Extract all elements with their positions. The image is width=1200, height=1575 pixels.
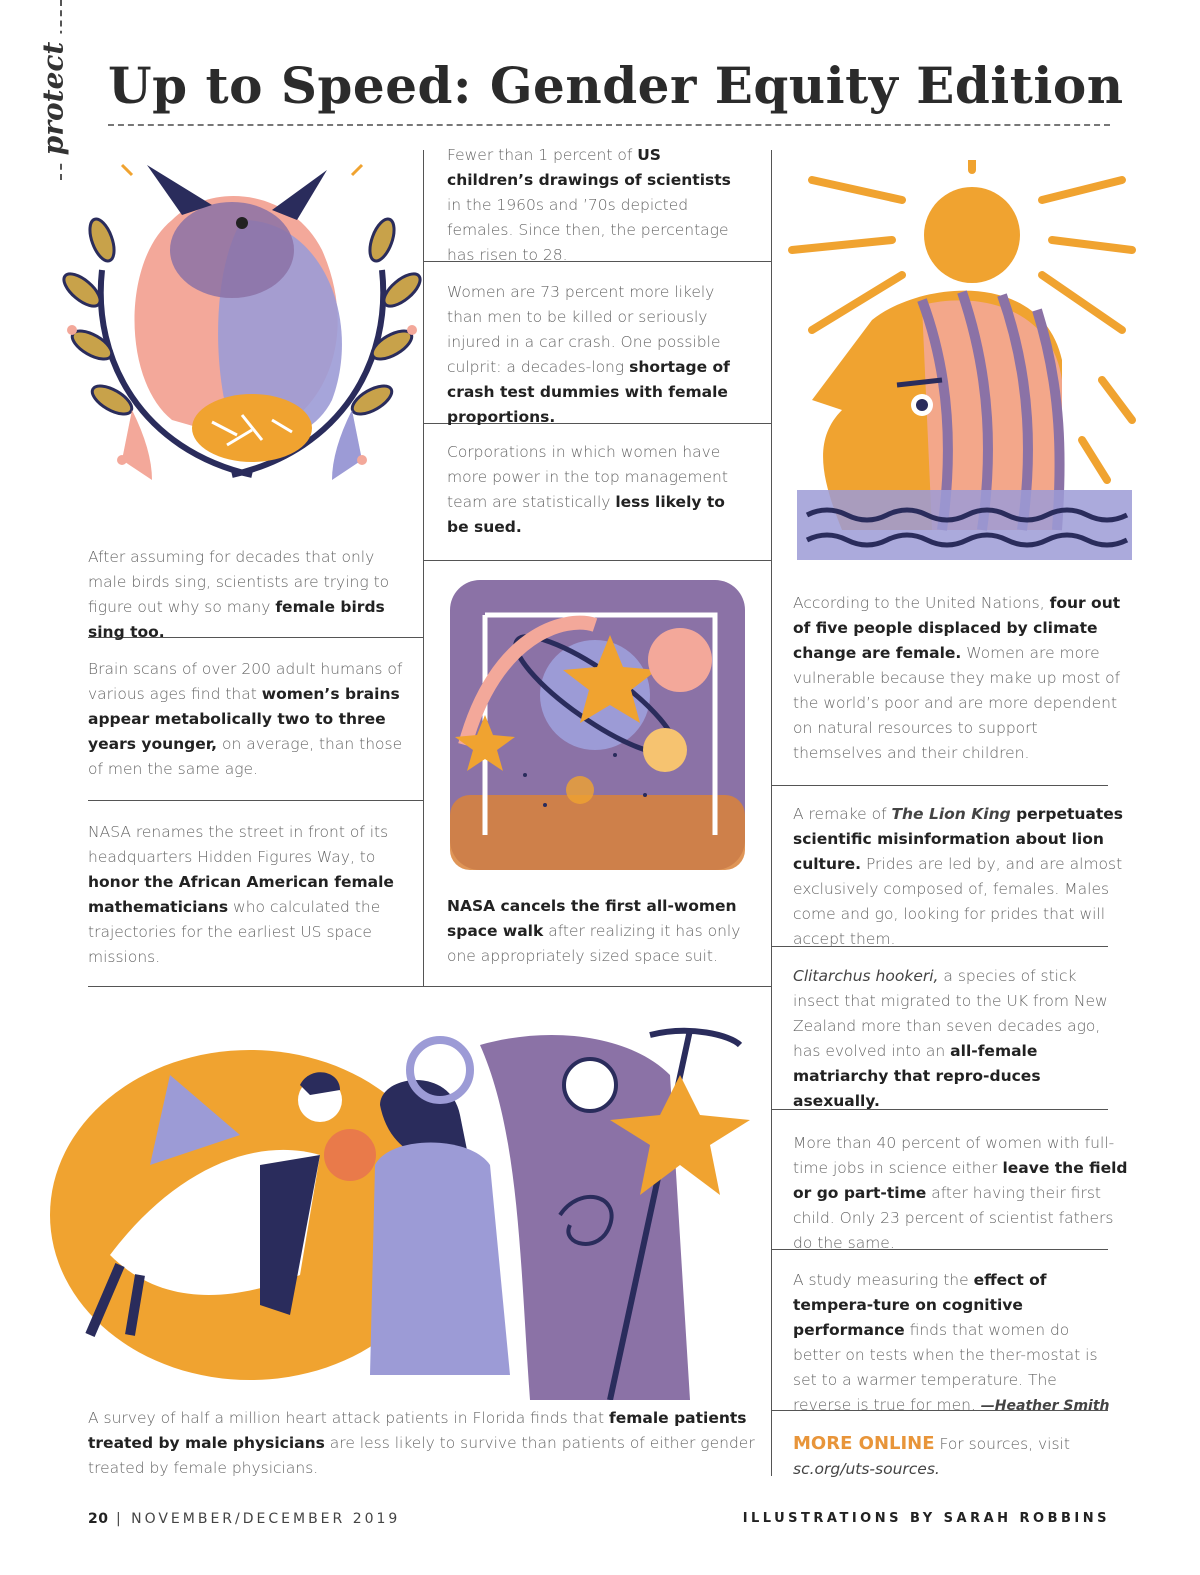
footer-separator: | — [115, 1511, 124, 1527]
page-title: Up to Speed: Gender Equity Edition — [108, 56, 1124, 115]
fact-stick-insect: Clitarchus hookeri, a species of stick insect that migrated to the UK from New Zealand more than seven decades ago, has evolved into an all-female matriarchy that repro-duces asexually. — [793, 967, 1108, 1110]
fact-birds: After assuming for decades that only male birds sing, scientists are trying to figure out why so many female birds sing too. — [88, 548, 390, 641]
fact-scientist-drawings: Fewer than 1 percent of US children’s drawings of scientists in the 1960s and ’70s depicted females. Since then, the percentage has risen to 28. — [447, 146, 731, 264]
column-divider-1 — [423, 150, 424, 986]
figures-illustration — [50, 1015, 760, 1400]
space-illustration — [445, 575, 750, 875]
bird-illustration — [62, 160, 422, 510]
row-divider — [772, 785, 1108, 786]
issue-date: NOVEMBER/DECEMBER 2019 — [131, 1511, 401, 1527]
row-divider — [88, 986, 771, 987]
page-number: 20 — [88, 1511, 109, 1527]
section-tag-label: protect — [37, 34, 70, 164]
more-online-label: MORE ONLINE — [793, 1433, 935, 1454]
fact-crash-test-dummies: Women are 73 percent more likely than men to be killed or seriously injured in a car crash. One possible culprit: a decades-long shortage of crash test dummies with female proportions. — [447, 283, 730, 426]
fact-heart-attack: A survey of half a million heart attack patients in Florida finds that female patients treated by male physicians are less likely to survive than patients of either gender treated by female physicians. — [88, 1409, 755, 1477]
section-tag — [36, 0, 70, 180]
fact-climate-displacement: According to the United Nations, four out of five people displaced by climate change are female. Women are more vulnerable because they make up most of the world’s poor and are more dependent on natural resources to support themselves and their children. — [793, 594, 1121, 762]
fact-brain-scans: Brain scans of over 200 adult humans of various ages find that women’s brains appear metabolically two to three years younger, on average, than those of men the same age. — [88, 660, 403, 778]
sources-link[interactable]: sc.org/uts-sources. — [793, 1460, 940, 1478]
fact-science-jobs: More than 40 percent of women with full-time jobs in science either leave the field or go part-time after having their first child. Only 23 percent of scientist fathers do the same. — [793, 1134, 1128, 1252]
byline: —Heather Smith — [980, 1398, 1110, 1414]
fact-temperature: A study measuring the effect of tempera-ture on cognitive performance finds that women do better on tests when the ther-mostat is set to a warmer temperature. The reverse is true for men. —Heather Smith — [793, 1271, 1110, 1414]
fact-space-walk: NASA cancels the first all-women space walk after realizing it has only one appropriately sized space suit. — [447, 897, 741, 965]
column-divider-2 — [771, 150, 772, 1476]
sun-face-illustration — [782, 160, 1142, 570]
fact-hidden-figures-way: NASA renames the street in front of its headquarters Hidden Figures Way, to honor the African American female mathematicians who calculated the trajectories for the earliest US space missions. — [88, 823, 394, 966]
row-divider — [424, 560, 771, 561]
more-online: MORE ONLINE For sources, visit sc.org/uts-sources. — [793, 1433, 1070, 1478]
illustration-credit: ILLUSTRATIONS BY SARAH ROBBINS — [742, 1511, 1110, 1526]
fact-lion-king: A remake of The Lion King perpetuates scientific misinformation about lion culture. Prides are led by, and are almost exclusively composed of, females. Males come and go, looking for prides that will accept them. — [793, 805, 1124, 948]
fact-corporations: Corporations in which women have more power in the top management team are statistically less likely to be sued. — [447, 443, 728, 536]
row-divider — [88, 800, 423, 801]
title-divider — [108, 124, 1110, 126]
footer-issue — [88, 1511, 400, 1527]
